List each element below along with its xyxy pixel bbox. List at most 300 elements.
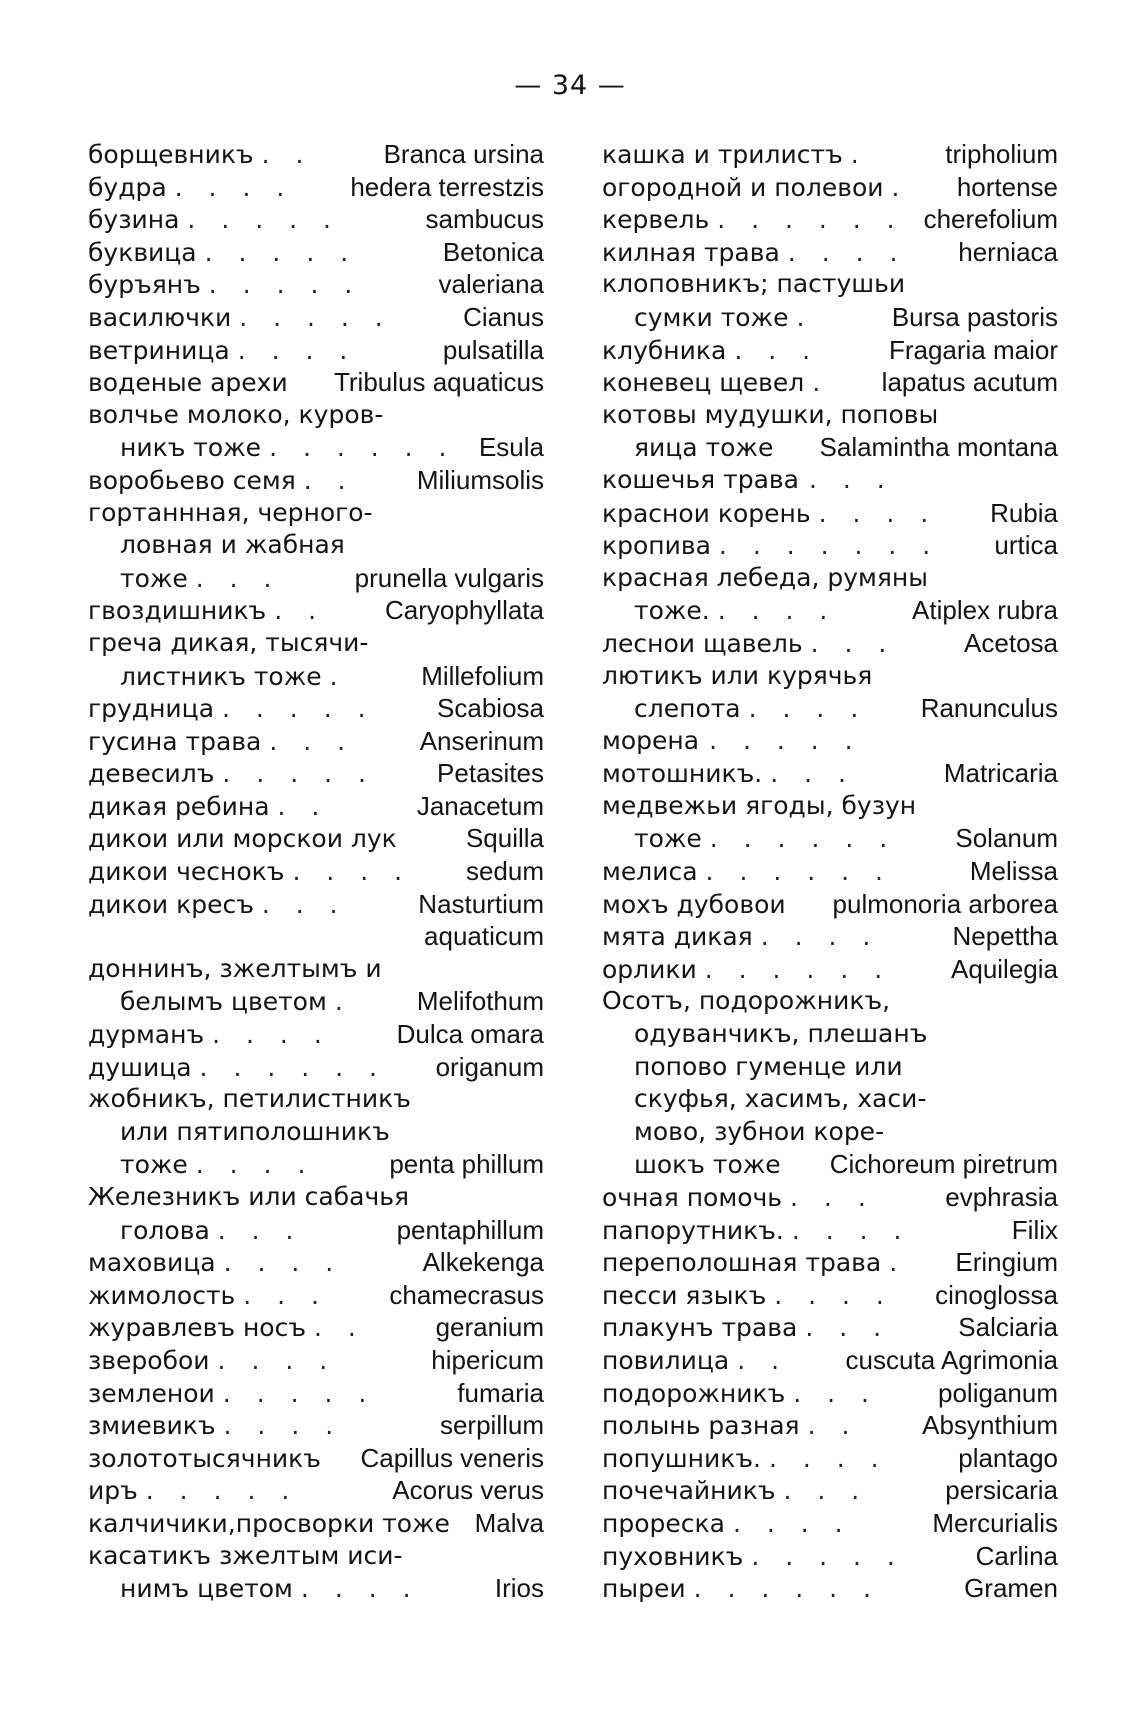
- glossary-entry: [88, 138, 544, 171]
- glossary-entry: [88, 1540, 544, 1573]
- russian-term: доннинъ, зжелтымъ и: [88, 953, 382, 983]
- leader-dots: . . .: [793, 1378, 878, 1408]
- glossary-entry: [88, 1018, 544, 1051]
- latin-name: Salciaria: [958, 1312, 1058, 1343]
- russian-term: котовы мудушки, поповы: [602, 399, 939, 429]
- russian-term: журавлевъ носъ: [88, 1313, 306, 1343]
- latin-name: Gramen: [964, 1573, 1058, 1604]
- russian-term: орлики: [602, 954, 697, 984]
- russian-term: мохъ дубовои: [602, 889, 786, 919]
- latin-name: Rubia: [990, 497, 1058, 528]
- russian-term: воробьево семя: [88, 465, 296, 495]
- russian-term: мята дикая: [602, 922, 753, 952]
- latin-name: hortense: [956, 171, 1058, 202]
- latin-name: Melifothum: [416, 986, 544, 1017]
- glossary-entry: [88, 1409, 544, 1442]
- leader-dots: . . . . . .: [704, 954, 892, 984]
- russian-term: гусина трава: [88, 726, 262, 756]
- leader-dots: . . . . . .: [705, 857, 892, 887]
- leader-dots: . . . . .: [239, 302, 392, 332]
- russian-term: касатикъ зжелтым иси-: [88, 1540, 403, 1570]
- leader-dots: . . . .: [791, 1215, 911, 1245]
- leader-dots: . . .: [810, 628, 896, 658]
- glossary-entry: [602, 725, 1058, 758]
- russian-term: тоже: [120, 563, 188, 593]
- latin-name: Miliumsolis: [416, 464, 544, 495]
- glossary-entry: [602, 855, 1058, 888]
- leader-dots: . . .: [243, 1280, 328, 1310]
- latin-name: Solanum: [955, 823, 1058, 854]
- glossary-entry: [602, 1279, 1058, 1312]
- russian-term: килная трава: [602, 237, 780, 267]
- latin-name: Atiplex rubra: [912, 595, 1058, 626]
- russian-term: попушникъ.: [602, 1443, 761, 1473]
- latin-name: Absynthium: [922, 1410, 1058, 1441]
- latin-name: hipericum: [431, 1344, 544, 1375]
- latin-name: Acorus verus: [392, 1475, 544, 1506]
- leader-dots: . . . .: [732, 1508, 852, 1538]
- russian-term: кропива: [602, 531, 711, 561]
- glossary-entry: [602, 1474, 1058, 1507]
- glossary-entry: [88, 692, 544, 725]
- leader-dots: . . . . . .: [199, 1052, 386, 1082]
- latin-name: geranium: [435, 1312, 544, 1343]
- glossary-entry: [602, 920, 1058, 953]
- russian-term: красная лебеда, румяны: [602, 562, 928, 592]
- russian-term: дикая ребина: [88, 791, 270, 821]
- leader-dots: . . . . .: [208, 270, 362, 300]
- russian-term: переполошная трава: [602, 1248, 882, 1278]
- glossary-entry: [88, 594, 544, 627]
- latin-name: Anserinum: [419, 725, 544, 756]
- glossary-entry: [88, 725, 544, 758]
- russian-term: грудница: [88, 694, 215, 724]
- russian-term: воденые арехи: [88, 368, 288, 398]
- latin-name: herniaca: [958, 236, 1058, 267]
- glossary-entry: [602, 236, 1058, 269]
- russian-term: нимъ цветом: [120, 1574, 293, 1604]
- glossary-entry: [602, 203, 1058, 236]
- russian-term: слепота: [634, 694, 741, 724]
- glossary-entry: [602, 1409, 1058, 1442]
- glossary-entry: [88, 1344, 544, 1377]
- glossary-entry: [602, 790, 1058, 823]
- glossary-entry: [602, 1442, 1058, 1475]
- russian-term: тоже: [120, 1150, 188, 1180]
- leader-dots: . . .: [790, 1183, 875, 1212]
- glossary-entry: [602, 529, 1058, 562]
- russian-term: мелиса: [602, 857, 698, 887]
- glossary-entry: [88, 790, 544, 823]
- glossary-entry: [602, 627, 1058, 660]
- leader-dots: .: [891, 172, 909, 202]
- russian-term: коневец щевел: [602, 368, 805, 398]
- russian-term: клубника: [602, 335, 727, 365]
- russian-term: иръ: [88, 1476, 138, 1506]
- leader-dots: . . . .: [717, 596, 837, 626]
- latin-name: Aquilegia: [951, 953, 1058, 984]
- leader-dots: . . . . .: [187, 205, 340, 235]
- russian-term: голова: [120, 1215, 210, 1245]
- russian-term: зверобои: [88, 1345, 210, 1375]
- leader-dots: . . . .: [223, 1411, 343, 1441]
- russian-term: одуванчикъ, плешанъ: [634, 1019, 928, 1049]
- leader-dots: . . .: [805, 1313, 891, 1343]
- latin-name: penta phillum: [389, 1149, 544, 1180]
- leader-dots: . . .: [261, 889, 347, 919]
- russian-term: сумки тоже: [634, 302, 789, 332]
- russian-term: папорутникъ.: [602, 1215, 784, 1245]
- russian-term: земленои: [88, 1378, 215, 1408]
- leader-dots: . .: [303, 465, 355, 495]
- russian-term: гвоздишникъ: [88, 596, 267, 626]
- latin-name: lapatus acutum: [881, 367, 1058, 398]
- glossary-entry: [602, 334, 1058, 367]
- latin-name: Scabiosa: [437, 693, 544, 724]
- glossary-entry: [88, 431, 544, 464]
- glossary-entry: [88, 627, 544, 660]
- leader-dots: . . . .: [300, 1574, 420, 1604]
- leader-dots: . . . . . . .: [718, 531, 940, 561]
- leader-dots: . . .: [808, 464, 894, 494]
- latin-name: Filix: [1011, 1214, 1058, 1245]
- russian-term: никъ тоже: [120, 433, 262, 463]
- glossary-entry: [602, 888, 1058, 921]
- russian-term: подорожникъ: [602, 1378, 786, 1408]
- leader-dots: . . . . . .: [269, 433, 456, 463]
- russian-term: песси языкъ: [602, 1280, 767, 1310]
- russian-term: будра: [88, 172, 167, 202]
- russian-term: ловная и жабная: [120, 530, 345, 560]
- russian-term: змиевикъ: [88, 1411, 216, 1441]
- left-column: [88, 138, 544, 1605]
- glossary-entry: [602, 1181, 1058, 1214]
- latin-name: Nasturtium: [418, 888, 544, 919]
- glossary-entry: [88, 1181, 544, 1214]
- latin-name: valeriana: [438, 269, 544, 300]
- glossary-entry: [602, 1507, 1058, 1540]
- glossary-entry: [88, 334, 544, 367]
- leader-dots: . .: [261, 140, 313, 169]
- glossary-entry: [602, 464, 1058, 497]
- latin-name: Carlina: [975, 1540, 1058, 1571]
- leader-dots: .: [329, 661, 347, 691]
- leader-dots: . . . .: [787, 237, 907, 267]
- leader-dots: . . .: [195, 563, 281, 593]
- latin-name: Cichoreum piretrum: [829, 1149, 1058, 1180]
- glossary-entry: [88, 399, 544, 432]
- russian-term: борщевникъ: [88, 140, 254, 169]
- latin-name: prunella vulgaris: [354, 562, 544, 593]
- glossary-entry: [602, 497, 1058, 530]
- russian-term: медвежьи ягоды, бузун: [602, 790, 917, 820]
- latin-name: Nepettha: [952, 921, 1058, 952]
- leader-dots: . . . . .: [222, 1378, 376, 1408]
- russian-term: скуфья, хасимъ, хаси-: [634, 1084, 927, 1114]
- russian-term: Осотъ, подорожникъ,: [602, 986, 891, 1016]
- russian-term: дикои или морскои лук: [88, 824, 397, 854]
- russian-term: дикои чеснокъ: [88, 857, 285, 887]
- latin-name: Esula: [478, 432, 544, 463]
- glossary-entry: [602, 953, 1058, 986]
- leader-dots: . . .: [770, 759, 855, 789]
- glossary-entry: [602, 301, 1058, 334]
- latin-name: Ranunculus: [920, 693, 1058, 724]
- russian-term: золототысячникъ: [88, 1443, 321, 1473]
- latin-name: plantago: [958, 1442, 1058, 1473]
- leader-dots: . . . .: [768, 1443, 888, 1473]
- page-number: — 34 —: [514, 70, 626, 101]
- latin-name: urtica: [994, 530, 1058, 561]
- russian-term: яица тоже: [634, 433, 774, 463]
- russian-term: прореска: [602, 1508, 725, 1538]
- russian-term: кошечья трава: [602, 464, 799, 494]
- russian-term: мово, зубнои коре-: [634, 1116, 885, 1146]
- glossary-entry: [602, 138, 1058, 171]
- latin-name: Capillus veneris: [360, 1442, 544, 1473]
- glossary-entry: [602, 1246, 1058, 1279]
- russian-term: маховица: [88, 1248, 216, 1278]
- russian-term: дурманъ: [88, 1020, 205, 1050]
- latin-name: Malva: [474, 1507, 544, 1538]
- latin-name: Acetosa: [964, 627, 1058, 658]
- glossary-entry: [88, 1051, 544, 1084]
- leader-dots: . .: [277, 791, 329, 821]
- russian-term: бузина: [88, 205, 180, 235]
- glossary-entry: [602, 171, 1058, 204]
- russian-term: листникъ тоже: [120, 661, 322, 691]
- glossary-entry: [88, 1311, 544, 1344]
- latin-name: Fragaria maior: [888, 334, 1058, 365]
- russian-term: клоповникъ; пастушьи: [602, 269, 906, 299]
- leader-dots: . . .: [783, 1476, 869, 1506]
- leader-dots: . . . .: [217, 1345, 337, 1375]
- leader-dots: . . . .: [174, 172, 294, 202]
- latin-name: poliganum: [938, 1377, 1058, 1408]
- glossary-entry: [602, 366, 1058, 399]
- russian-term: огородной и полевои: [602, 172, 884, 202]
- latin-name: Alkekenga: [422, 1247, 544, 1278]
- russian-term: краснои корень: [602, 498, 811, 528]
- latin-name: evphrasia: [945, 1182, 1058, 1212]
- latin-name: Melissa: [969, 856, 1058, 887]
- latin-name: Branca ursina: [383, 139, 544, 169]
- russian-term: девесилъ: [88, 759, 215, 789]
- russian-term: калчичики,просворки тоже: [88, 1508, 450, 1538]
- russian-term: кервель: [602, 205, 710, 235]
- russian-term: полынь разная: [602, 1411, 800, 1441]
- glossary-entry: [602, 1214, 1058, 1247]
- latin-name: Millefolium: [421, 660, 544, 691]
- glossary-entry: [88, 1572, 544, 1605]
- glossary-entry: [88, 888, 544, 921]
- glossary-entry: [88, 920, 544, 953]
- glossary-entry: [602, 692, 1058, 725]
- russian-term: повилица: [602, 1345, 730, 1375]
- leader-dots: . . . .: [818, 498, 938, 528]
- glossary-entry: [88, 464, 544, 497]
- latin-name: Squilla: [465, 823, 544, 854]
- leader-dots: .: [796, 302, 814, 332]
- russian-term: очная помочь: [602, 1183, 783, 1212]
- russian-term: лютикъ или курячья: [602, 660, 873, 690]
- glossary-entry: [88, 1377, 544, 1410]
- russian-term: душица: [88, 1052, 192, 1082]
- russian-term: попово гуменце или: [634, 1051, 903, 1081]
- glossary-entry: [602, 1377, 1058, 1410]
- glossary-entry: [602, 1083, 1058, 1116]
- russian-term: пыреи: [602, 1574, 686, 1604]
- latin-name: Dulca omara: [396, 1019, 544, 1050]
- russian-term: морена: [602, 725, 700, 755]
- russian-term: буквица: [88, 237, 197, 267]
- latin-name: Caryophyllata: [385, 595, 544, 626]
- latin-name: Tribulus aquaticus: [333, 367, 544, 398]
- glossary-entry: [602, 1148, 1058, 1181]
- russian-term: тоже: [634, 824, 702, 854]
- glossary-entry: [602, 562, 1058, 595]
- russian-term: почечайникъ: [602, 1476, 776, 1506]
- leader-dots: . . . . .: [751, 1541, 904, 1571]
- glossary-entry: [88, 1442, 544, 1475]
- glossary-entry: [88, 1214, 544, 1247]
- russian-term: белымъ цветом: [120, 987, 327, 1017]
- russian-term: шокъ тоже: [634, 1150, 781, 1180]
- russian-term: жимолость: [88, 1280, 236, 1310]
- glossary-entry: [88, 1083, 544, 1116]
- leader-dots: . . . .: [292, 857, 412, 887]
- russian-term: ветриница: [88, 335, 230, 365]
- glossary-entry: [602, 660, 1058, 693]
- glossary-entry: [88, 301, 544, 334]
- russian-term: кашка и трилистъ: [602, 140, 843, 169]
- latin-name: serpillum: [439, 1410, 544, 1441]
- leader-dots: .: [812, 368, 830, 398]
- latin-name: Petasites: [437, 758, 544, 789]
- glossary-entry: [602, 1018, 1058, 1051]
- latin-name: pulmonoria arborea: [832, 888, 1058, 919]
- leader-dots: . . . . .: [222, 759, 375, 789]
- russian-term: мотошникъ.: [602, 759, 763, 789]
- leader-dots: . . . . .: [222, 694, 375, 724]
- glossary-entry: [88, 1148, 544, 1181]
- russian-term: леснои щавель: [602, 628, 803, 658]
- glossary-entry: [602, 985, 1058, 1018]
- russian-term: гортаннная, черного-: [88, 497, 373, 527]
- latin-name: Mercurialis: [932, 1507, 1058, 1538]
- leader-dots: . .: [737, 1345, 789, 1375]
- right-column: [602, 138, 1058, 1605]
- latin-name: cinoglossa: [935, 1279, 1058, 1310]
- latin-name: hedera terrestzis: [350, 171, 544, 202]
- russian-term: пуховникъ: [602, 1541, 744, 1571]
- latin-name: fumaria: [457, 1377, 544, 1408]
- glossary-entry: [88, 1507, 544, 1540]
- glossary-entry: [602, 1051, 1058, 1084]
- glossary-entry: [602, 399, 1058, 432]
- leader-dots: . . . .: [760, 922, 880, 952]
- leader-dots: .: [889, 1248, 907, 1278]
- leader-dots: . . .: [734, 335, 820, 365]
- glossary-entry: [88, 1474, 544, 1507]
- leader-dots: . .: [314, 1313, 365, 1343]
- glossary-entry: [88, 985, 544, 1018]
- latin-name: sedum: [465, 856, 544, 887]
- latin-name: Irios: [494, 1573, 544, 1604]
- glossary-entry: [88, 203, 544, 236]
- glossary-entry: [602, 431, 1058, 464]
- leader-dots: . . . .: [748, 694, 868, 724]
- russian-term: греча дикая, тысячи-: [88, 627, 369, 657]
- leader-dots: . . . . . .: [709, 824, 897, 854]
- leader-dots: . . . . .: [204, 237, 358, 267]
- glossary-entry: [88, 953, 544, 986]
- glossary-entry: [88, 660, 544, 693]
- glossary-entry: [88, 1279, 544, 1312]
- glossary-entry: [602, 822, 1058, 855]
- glossary-entry: [88, 1246, 544, 1279]
- glossary-entry: [602, 1344, 1058, 1377]
- russian-term: или пятиполошникъ: [120, 1116, 390, 1146]
- glossary-entry: [602, 1311, 1058, 1344]
- latin-name: Janacetum: [416, 790, 544, 821]
- glossary-entry: [602, 1540, 1058, 1573]
- glossary-entry: [88, 236, 544, 269]
- russian-term: буръянъ: [88, 270, 201, 300]
- latin-name: Betonica: [442, 236, 544, 267]
- leader-dots: . . . . .: [145, 1476, 299, 1506]
- latin-name: Salamintha montana: [819, 432, 1058, 463]
- latin-name: cuscuta Agrimonia: [845, 1344, 1058, 1375]
- latin-name: tripholium: [945, 139, 1058, 169]
- leader-dots: . . . . . .: [693, 1574, 881, 1604]
- glossary-entry: [602, 268, 1058, 301]
- glossary-entry: [88, 268, 544, 301]
- leader-dots: . . . . .: [709, 725, 862, 755]
- russian-term: волчье молоко, куров-: [88, 399, 384, 429]
- russian-term: тоже.: [634, 596, 710, 626]
- leader-dots: . . . .: [237, 335, 357, 365]
- glossary-entry: [88, 497, 544, 530]
- glossary-entry: [88, 366, 544, 399]
- latin-name: cherefolium: [923, 204, 1058, 235]
- russian-term: жобникъ, петилистникъ: [88, 1084, 411, 1114]
- latin-name: Cianus: [463, 301, 544, 332]
- leader-dots: . . . .: [195, 1150, 315, 1180]
- leader-dots: .: [850, 140, 868, 169]
- latin-name: pentaphillum: [396, 1214, 544, 1245]
- leader-dots: .: [334, 987, 352, 1017]
- glossary-entry: [88, 171, 544, 204]
- latin-name: chamecrasus: [389, 1279, 544, 1310]
- latin-name: pulsatilla: [442, 334, 544, 365]
- latin-name: Matricaria: [943, 758, 1058, 789]
- leader-dots: . . . .: [774, 1280, 893, 1310]
- russian-term: дикои кресъ: [88, 889, 254, 919]
- leader-dots: . . . .: [223, 1248, 343, 1278]
- glossary-entry: [88, 529, 544, 562]
- leader-dots: . . . . . .: [717, 205, 904, 235]
- glossary-entry: [88, 855, 544, 888]
- latin-name: sambucus: [425, 204, 544, 235]
- glossary-entry: [88, 822, 544, 855]
- glossary-entry: [88, 757, 544, 790]
- latin-name: Eringium: [955, 1247, 1058, 1278]
- russian-term: василючки: [88, 302, 232, 332]
- russian-term: плакунъ трава: [602, 1313, 798, 1343]
- glossary-entry: [602, 757, 1058, 790]
- leader-dots: . .: [807, 1411, 859, 1441]
